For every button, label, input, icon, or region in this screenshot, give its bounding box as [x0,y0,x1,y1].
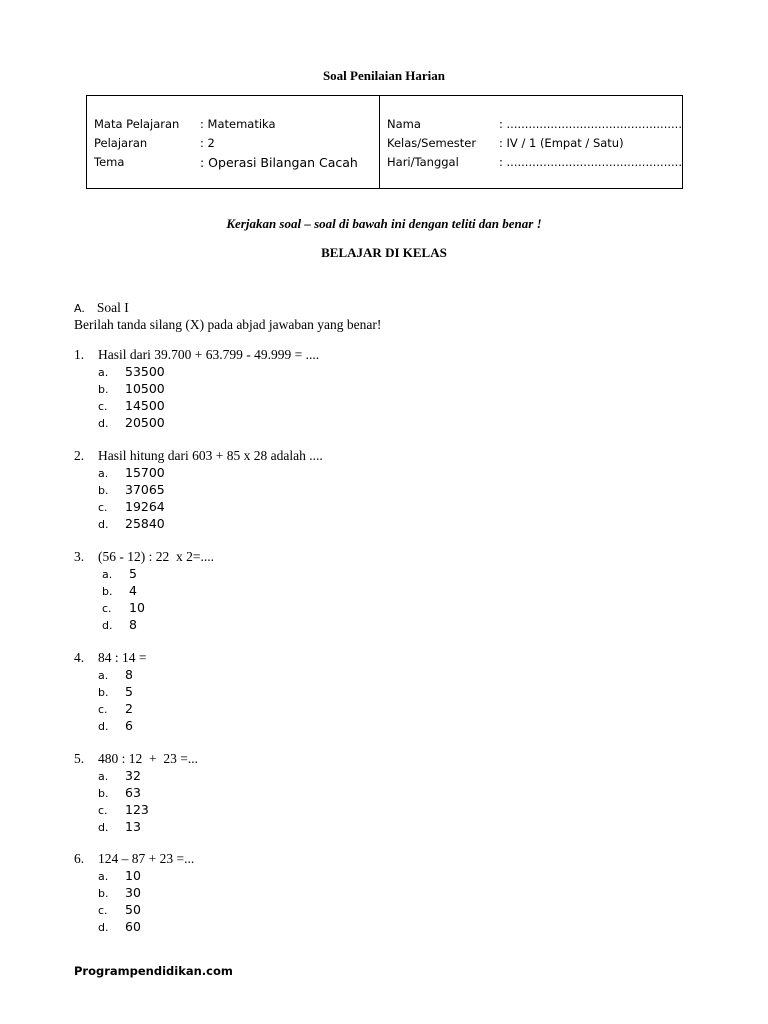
info-value: : 2 [200,136,215,150]
section-title: Soal I [96,300,129,315]
option-a: a. 10 [98,868,141,883]
option-a: a. 32 [98,768,141,783]
info-value: : Operasi Bilangan Cacah [200,155,358,170]
question-4 [74,649,147,734]
question-number: 6. [74,851,85,866]
option-b: b. 10500 [98,381,165,396]
info-label: Nama [387,117,421,131]
footer-source: Programpendidikan.com [74,964,233,978]
option-d: d. 8 [102,617,137,632]
question-number: 2. [74,448,85,463]
info-label: Tema [94,155,125,169]
option-a: a. 15700 [98,465,165,480]
question-2 [74,447,323,532]
info-value: : ................................................ [499,117,682,131]
option-b: b. 30 [98,885,141,900]
option-c: c. 123 [98,802,149,817]
question-text: Hasil dari 39.700 + 63.799 - 49.999 = .... [98,347,320,362]
section-instruction: Berilah tanda silang (X) pada abjad jawaban yang benar! [74,317,382,332]
question-1 [74,346,319,431]
option-a: a. 8 [98,667,133,682]
question-number: 5. [74,751,85,766]
question-number: 1. [74,347,85,362]
option-d: d. 20500 [98,415,165,430]
option-b: b. 63 [98,785,141,800]
option-b: b. 37065 [98,482,165,497]
option-d: d. 25840 [98,516,165,531]
question-5 [74,750,198,835]
info-value: : Matematika [200,117,276,131]
section-letter: A. [74,302,85,315]
info-value: : ................................................ [499,155,682,169]
info-label: Mata Pelajaran [94,117,180,131]
info-label: Pelajaran [94,136,148,150]
question-number: 3. [74,549,85,564]
question-text: 480 : 12 + 23 =... [98,751,198,766]
option-c: c. 19264 [98,499,165,514]
info-label: Hari/Tanggal [387,155,459,169]
table-divider [379,96,380,188]
option-c: c. 10 [102,600,145,615]
general-instruction: Kerjakan soal – soal di bawah ini dengan teliti dan benar ! [226,216,542,231]
option-b: b. 5 [98,684,133,699]
option-d: d. 60 [98,919,141,934]
question-number: 4. [74,650,85,665]
info-value: : IV / 1 (Empat / Satu) [499,136,624,150]
page-title: Soal Penilaian Harian [322,68,446,83]
option-d: d. 13 [98,819,141,834]
question-6 [74,850,194,935]
subtitle: BELAJAR DI KELAS [321,245,447,260]
option-a: a. 53500 [98,364,165,379]
info-table [86,95,683,189]
option-c: c. 50 [98,902,141,917]
option-a: a. 5 [102,566,137,581]
question-text: Hasil hitung dari 603 + 85 x 28 adalah .... [98,448,323,463]
option-c: c. 14500 [98,398,165,413]
option-b: b. 4 [102,583,137,598]
question-3 [74,548,214,633]
option-c: c. 2 [98,701,133,716]
section-heading [74,300,129,316]
question-text: (56 - 12) : 22 x 2=.... [98,549,214,564]
option-d: d. 6 [98,718,133,733]
question-text: 124 – 87 + 23 =... [98,851,195,866]
question-text: 84 : 14 = [98,650,147,665]
info-label: Kelas/Semester [387,136,477,150]
